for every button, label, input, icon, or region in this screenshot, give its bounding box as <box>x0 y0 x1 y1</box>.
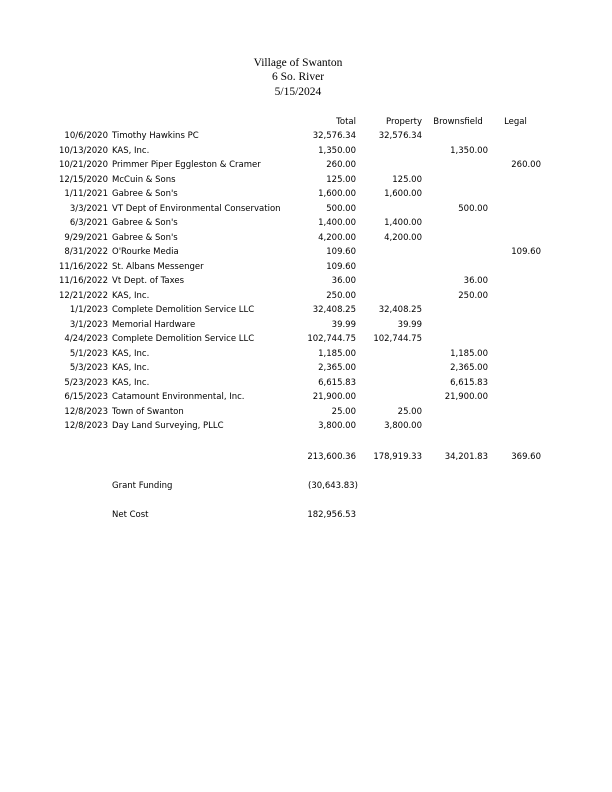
row-total: 32,408.25 <box>312 305 356 315</box>
row-date: 9/29/2021 <box>64 233 108 243</box>
row-brownsfield: 1,350.00 <box>450 146 488 156</box>
row-total: 500.00 <box>326 204 356 214</box>
row-total: 3,800.00 <box>318 421 356 431</box>
row-property: 32,408.25 <box>378 305 422 315</box>
net-cost-value: 182,956.53 <box>307 510 356 520</box>
row-legal: 109.60 <box>511 247 541 257</box>
row-date: 4/24/2023 <box>64 334 108 344</box>
row-date: 3/3/2021 <box>69 204 108 214</box>
column-header-total: Total <box>336 117 356 127</box>
row-total: 260.00 <box>326 160 356 170</box>
row-payee: Complete Demolition Service LLC <box>112 305 255 315</box>
row-payee: O'Rourke Media <box>112 247 179 257</box>
row-payee: VT Dept of Environmental Conservation <box>112 204 281 214</box>
sum-legal: 369.60 <box>511 452 541 462</box>
grant-funding-value: (30,643.83) <box>308 481 358 491</box>
row-payee: Catamount Environmental, Inc. <box>112 392 245 402</box>
row-payee: Vt Dept. of Taxes <box>112 276 185 286</box>
row-legal: 260.00 <box>511 160 541 170</box>
row-total: 25.00 <box>331 407 356 417</box>
row-brownsfield: 2,365.00 <box>450 363 488 373</box>
row-property: 25.00 <box>397 407 422 417</box>
row-brownsfield: 6,615.83 <box>450 378 488 388</box>
row-total: 1,350.00 <box>318 146 356 156</box>
row-date: 10/21/2020 <box>59 160 108 170</box>
row-payee: Gabree & Son's <box>112 189 178 199</box>
row-total: 125.00 <box>326 175 356 185</box>
row-total: 21,900.00 <box>312 392 356 402</box>
row-brownsfield: 21,900.00 <box>444 392 488 402</box>
row-payee: Primmer Piper Eggleston & Cramer <box>112 160 261 170</box>
row-total: 109.60 <box>326 247 356 257</box>
row-date: 12/8/2023 <box>64 421 108 431</box>
document-title: Village of Swanton <box>253 57 343 69</box>
row-payee: Gabree & Son's <box>112 233 178 243</box>
row-payee: KAS, Inc. <box>112 291 150 301</box>
row-property: 3,800.00 <box>384 421 422 431</box>
row-payee: KAS, Inc. <box>112 349 150 359</box>
row-date: 5/23/2023 <box>64 378 108 388</box>
row-total: 2,365.00 <box>318 363 356 373</box>
row-property: 32,576.34 <box>378 131 422 141</box>
row-payee: KAS, Inc. <box>112 378 150 388</box>
row-property: 125.00 <box>392 175 422 185</box>
row-payee: Town of Swanton <box>112 407 184 417</box>
row-property: 1,400.00 <box>384 218 422 228</box>
sum-property: 178,919.33 <box>373 452 422 462</box>
row-date: 1/1/2023 <box>69 305 108 315</box>
row-payee: KAS, Inc. <box>112 363 150 373</box>
row-total: 36.00 <box>331 276 356 286</box>
row-date: 12/15/2020 <box>59 175 108 185</box>
row-date: 5/1/2023 <box>69 349 108 359</box>
sum-total: 213,600.36 <box>307 452 356 462</box>
row-property: 102,744.75 <box>373 334 422 344</box>
row-date: 6/15/2023 <box>64 392 108 402</box>
row-date: 8/31/2022 <box>64 247 108 257</box>
row-date: 3/1/2023 <box>69 320 108 330</box>
row-total: 1,185.00 <box>318 349 356 359</box>
row-payee: Memorial Hardware <box>112 320 196 330</box>
row-date: 11/16/2022 <box>59 262 108 272</box>
row-total: 39.99 <box>331 320 356 330</box>
row-total: 102,744.75 <box>307 334 356 344</box>
row-total: 6,615.83 <box>318 378 356 388</box>
column-header-legal: Legal <box>504 117 527 127</box>
sum-brownsfield: 34,201.83 <box>444 452 488 462</box>
row-payee: Day Land Surveying, PLLC <box>112 421 224 431</box>
row-total: 250.00 <box>326 291 356 301</box>
row-total: 4,200.00 <box>318 233 356 243</box>
row-payee: McCuin & Sons <box>112 175 176 185</box>
row-brownsfield: 36.00 <box>463 276 488 286</box>
row-date: 5/3/2023 <box>69 363 108 373</box>
row-date: 6/3/2021 <box>69 218 108 228</box>
row-property: 39.99 <box>397 320 422 330</box>
net-cost-label: Net Cost <box>112 510 149 520</box>
row-total: 1,400.00 <box>318 218 356 228</box>
column-header-brownsfield: Brownsfield <box>433 117 483 127</box>
row-property: 1,600.00 <box>384 189 422 199</box>
row-total: 32,576.34 <box>312 131 356 141</box>
row-total: 1,600.00 <box>318 189 356 199</box>
row-total: 109.60 <box>326 262 356 272</box>
row-brownsfield: 500.00 <box>458 204 488 214</box>
row-property: 4,200.00 <box>384 233 422 243</box>
row-date: 11/16/2022 <box>59 276 108 286</box>
grant-funding-label: Grant Funding <box>112 481 173 491</box>
row-date: 1/11/2021 <box>64 189 108 199</box>
row-payee: Gabree & Son's <box>112 218 178 228</box>
row-payee: St. Albans Messenger <box>112 262 204 272</box>
row-payee: Timothy Hawkins PC <box>112 131 199 141</box>
row-payee: Complete Demolition Service LLC <box>112 334 255 344</box>
row-date: 10/6/2020 <box>64 131 108 141</box>
row-brownsfield: 1,185.00 <box>450 349 488 359</box>
row-date: 10/13/2020 <box>59 146 108 156</box>
document-date: 5/15/2024 <box>274 86 322 98</box>
row-brownsfield: 250.00 <box>458 291 488 301</box>
row-date: 12/8/2023 <box>64 407 108 417</box>
document-address: 6 So. River <box>271 71 325 83</box>
row-date: 12/21/2022 <box>59 291 108 301</box>
column-header-property: Property <box>386 117 422 127</box>
row-payee: KAS, Inc. <box>112 146 150 156</box>
